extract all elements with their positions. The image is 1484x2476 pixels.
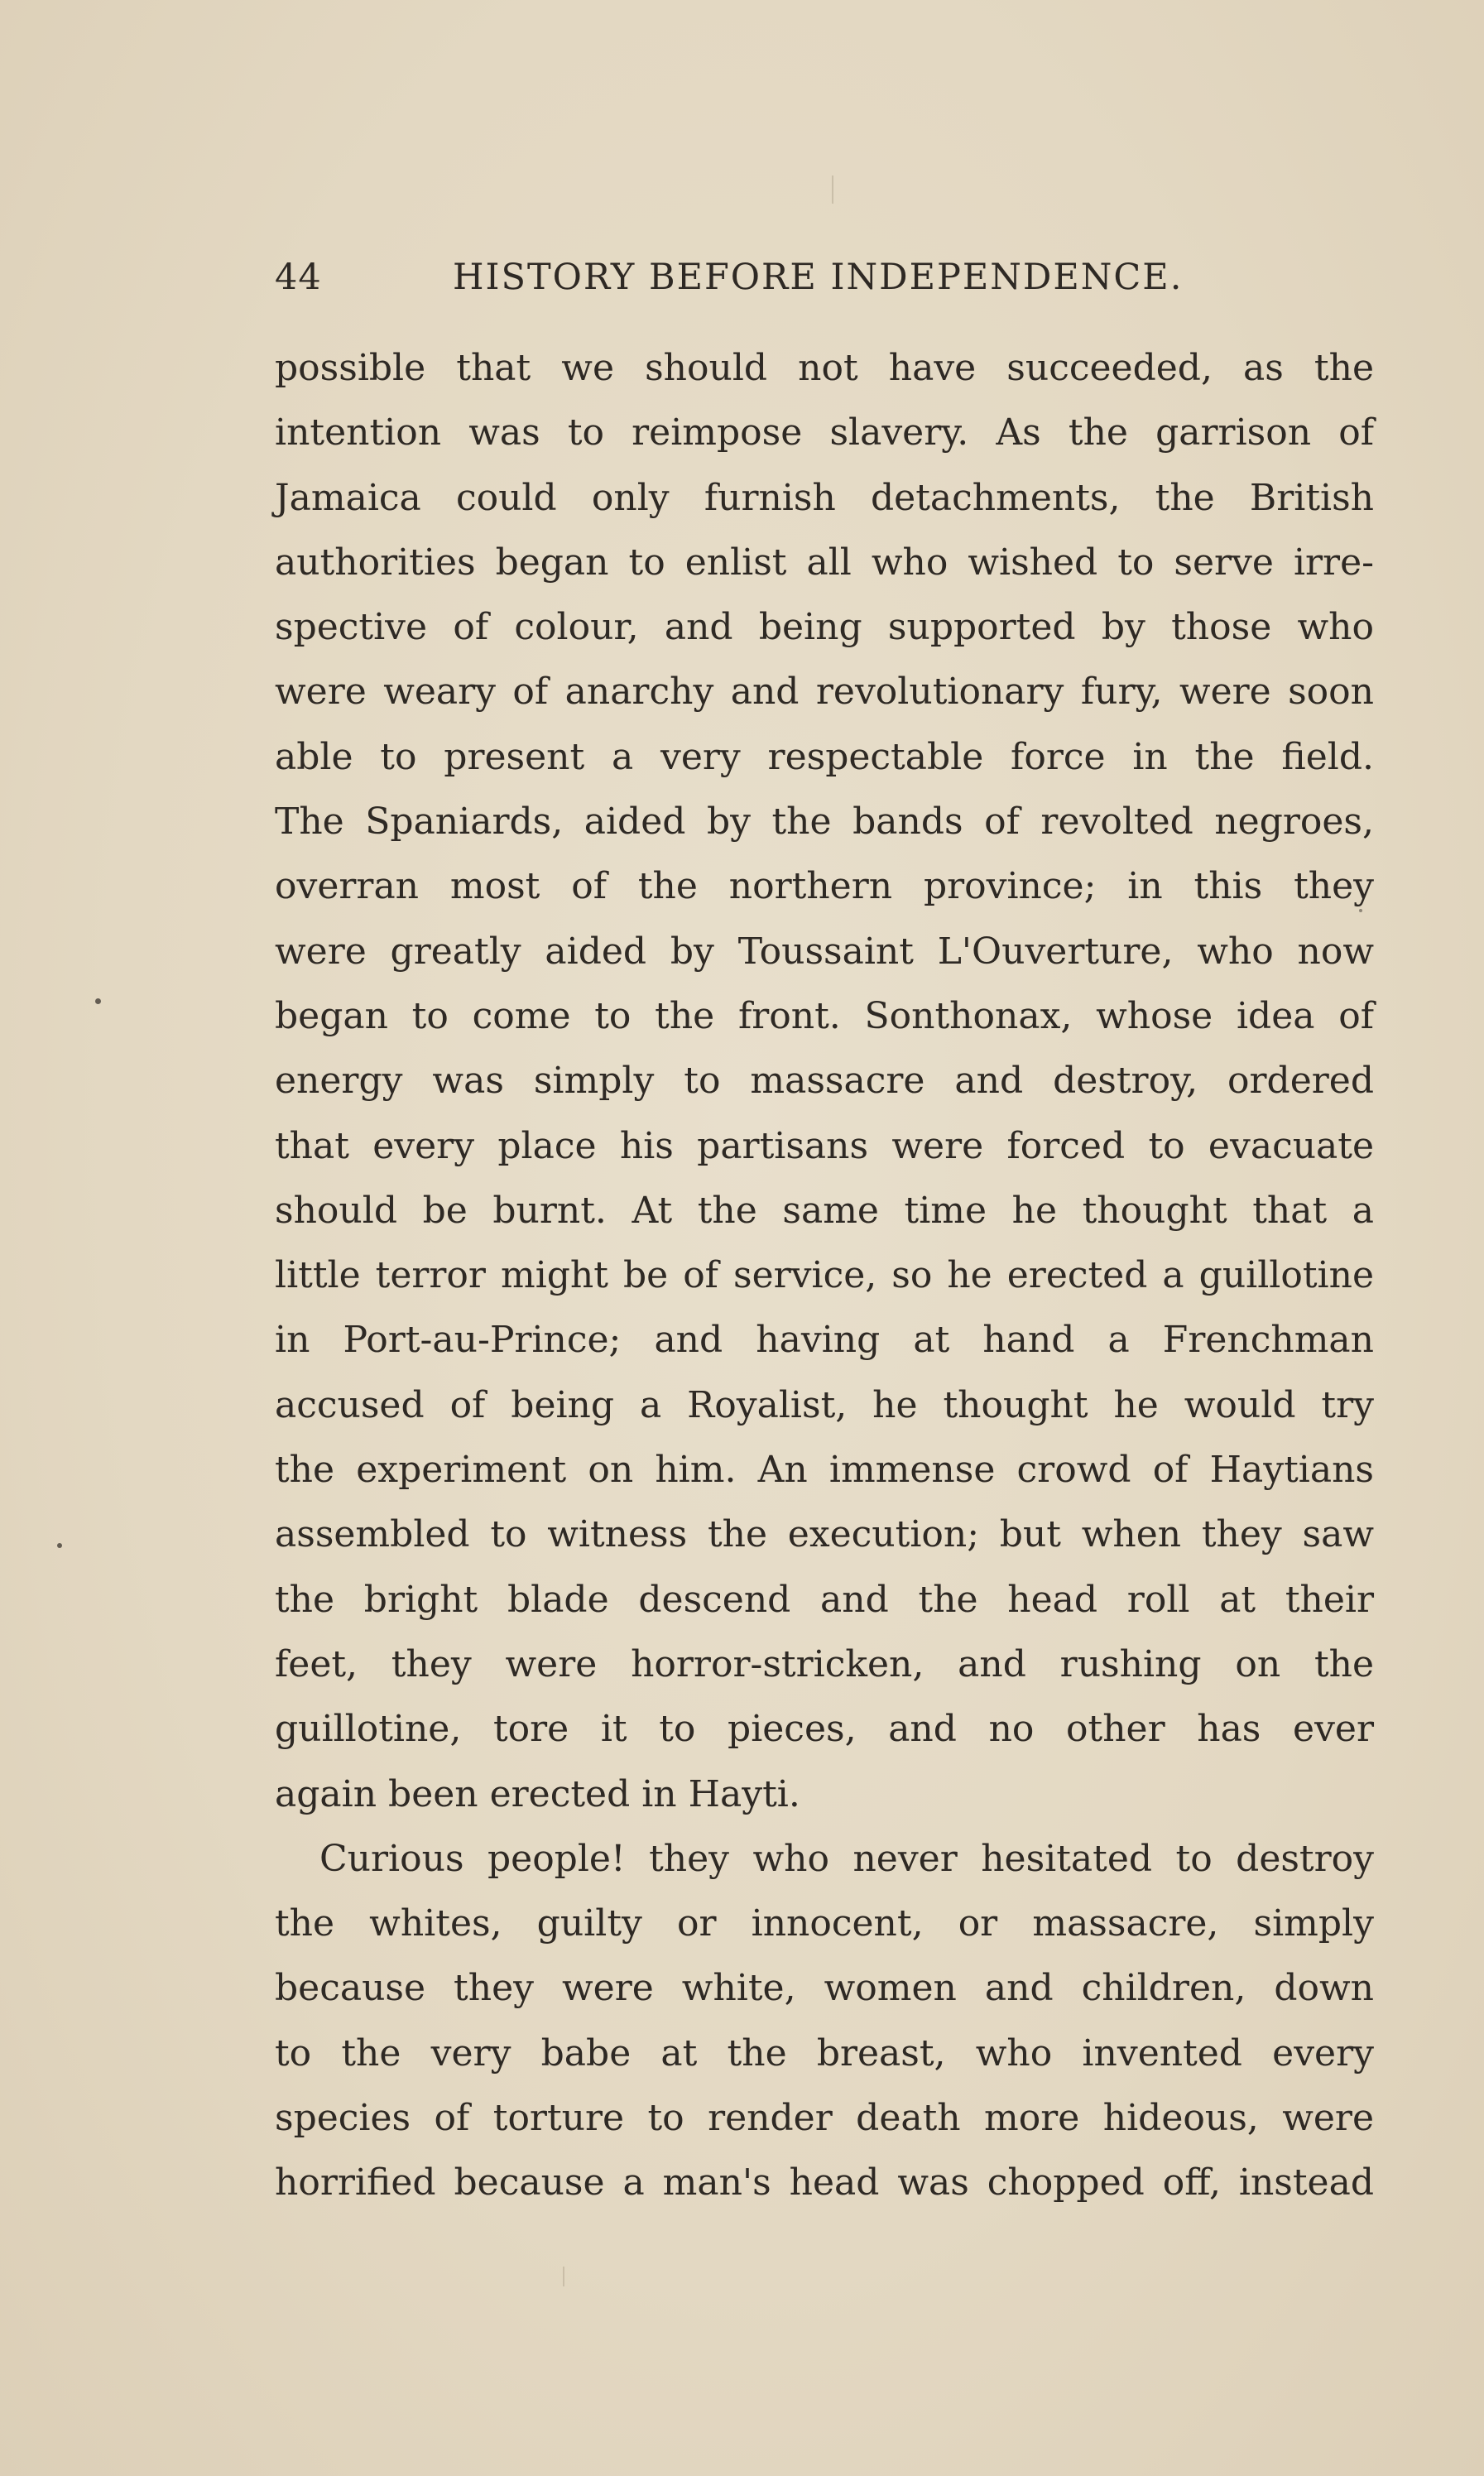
text-line: the experiment on him. An immense crowd of Haytians: [275, 1449, 1374, 1492]
text-line: horrified because a man's head was chopped off, instead: [275, 2161, 1374, 2204]
paper-mark: [563, 2267, 564, 2286]
running-title: HISTORY BEFORE INDEPENDENCE.: [453, 257, 1184, 298]
text-line: were greatly aided by Toussaint L'Ouverture, who now: [275, 930, 1374, 973]
margin-speck: [95, 998, 101, 1004]
paper-mark: [832, 175, 833, 204]
page-number: 44: [275, 257, 322, 298]
text-line: assembled to witness the execution; but when they saw: [275, 1513, 1374, 1556]
text-line: the whites, guilty or innocent, or massacre, simply: [275, 1902, 1374, 1945]
margin-speck: [57, 1543, 62, 1548]
text-line: overran most of the northern province; in this they: [275, 865, 1374, 908]
text-line: The Spaniards, aided by the bands of revolted negroes,: [275, 800, 1374, 844]
text-line: Jamaica could only furnish detachments, the British: [275, 476, 1374, 519]
text-line: to the very babe at the breast, who invented every: [275, 2031, 1374, 2075]
text-line: intention was to reimpose slavery. As the garrison of: [275, 411, 1374, 454]
text-line: possible that we should not have succeeded, as the: [275, 347, 1374, 389]
text-line: able to present a very respectable force in the field.: [275, 735, 1374, 778]
paragraph-end-line: again been erected in Hayti.: [275, 1772, 800, 1815]
text-line: guillotine, tore it to pieces, and no other has ever: [275, 1708, 1374, 1751]
text-line: in Port-au-Prince; and having at hand a Frenchman: [275, 1319, 1374, 1362]
text-line: energy was simply to massacre and destroy, ordered: [275, 1060, 1374, 1103]
text-line: should be burnt. At the same time he thought that a: [275, 1189, 1374, 1232]
text-line: the bright blade descend and the head roll at their: [275, 1578, 1374, 1621]
text-line: authorities began to enlist all who wished to serve irre-: [275, 541, 1374, 584]
paragraph-start-line: Curious people! they who never hesitated to destroy: [319, 1837, 1374, 1880]
text-line: that every place his partisans were forced to evacuate: [275, 1124, 1374, 1167]
body-text: [275, 336, 1374, 2216]
text-line: little terror might be of service, so he erected a guillotine: [275, 1254, 1374, 1297]
text-line: feet, they were horror-stricken, and rushing on the: [275, 1642, 1374, 1685]
text-line: species of torture to render death more hideous, were: [275, 2097, 1374, 2140]
text-line: because they were white, women and children, down: [275, 1967, 1374, 2010]
text-line: spective of colour, and being supported by those who: [275, 606, 1374, 649]
text-line: accused of being a Royalist, he thought he would try: [275, 1383, 1374, 1426]
text-line: began to come to the front. Sonthonax, whose idea of: [275, 994, 1374, 1037]
running-head: [275, 252, 1202, 302]
text-line: were weary of anarchy and revolutionary fury, were soon: [275, 671, 1374, 714]
